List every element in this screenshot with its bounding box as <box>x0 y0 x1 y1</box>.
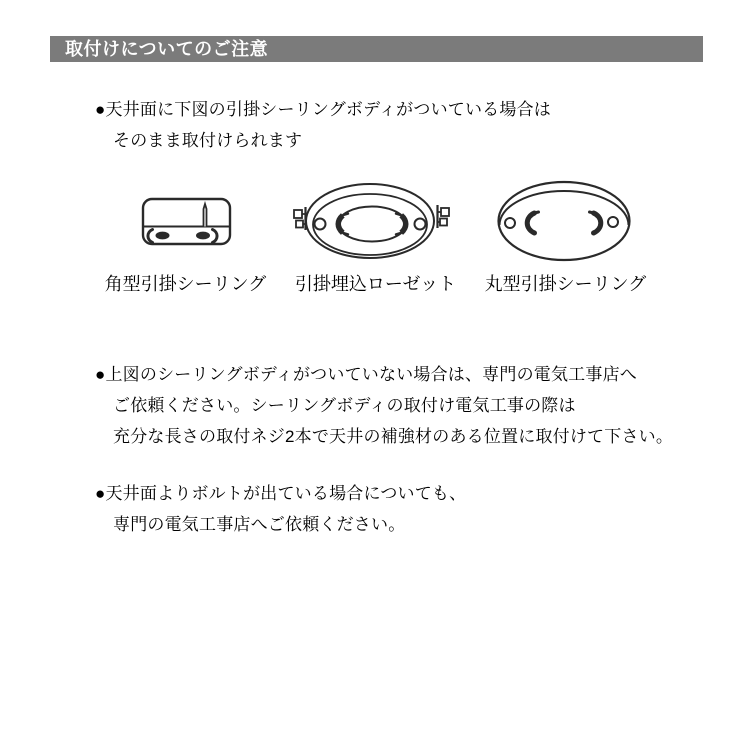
paragraph-line: 充分な長さの取付ネジ2本で天井の補強材のある位置に取付けて下さい。 <box>113 427 674 446</box>
round-hook-ceiling-icon <box>489 175 639 265</box>
flush-mount-rosette-icon <box>289 176 454 264</box>
paragraph-line: ●天井面に下図の引掛シーリングボディがついている場合は <box>95 100 551 119</box>
section-title: 取付けについてのご注意 <box>65 39 269 59</box>
paragraph-line: ご依頼ください。シーリングボディの取付け電気工事の際は <box>113 396 576 415</box>
paragraph-line: 専門の電気工事店へご依頼ください。 <box>113 515 406 534</box>
square-hook-ceiling-icon <box>138 194 233 246</box>
bullet-paragraph-no-body <box>95 359 673 452</box>
diagram-label-round-hook-ceiling: 丸型引掛シーリング <box>484 274 647 294</box>
diagram-label-flush-mount-rosette: 引掛埋込ローゼット <box>294 274 457 294</box>
paragraph-line: そのまま取付けられます <box>113 131 303 150</box>
section-header-bar <box>50 36 703 62</box>
bullet-paragraph-bolt <box>95 478 466 540</box>
paragraph-line: ●天井面よりボルトが出ている場合についても、 <box>95 484 467 503</box>
diagram-label-square-hook-ceiling: 角型引掛シーリング <box>104 274 267 294</box>
bullet-paragraph-attachable <box>95 94 551 156</box>
paragraph-line: ●上図のシーリングボディがついていない場合は、専門の電気工事店へ <box>95 365 637 384</box>
